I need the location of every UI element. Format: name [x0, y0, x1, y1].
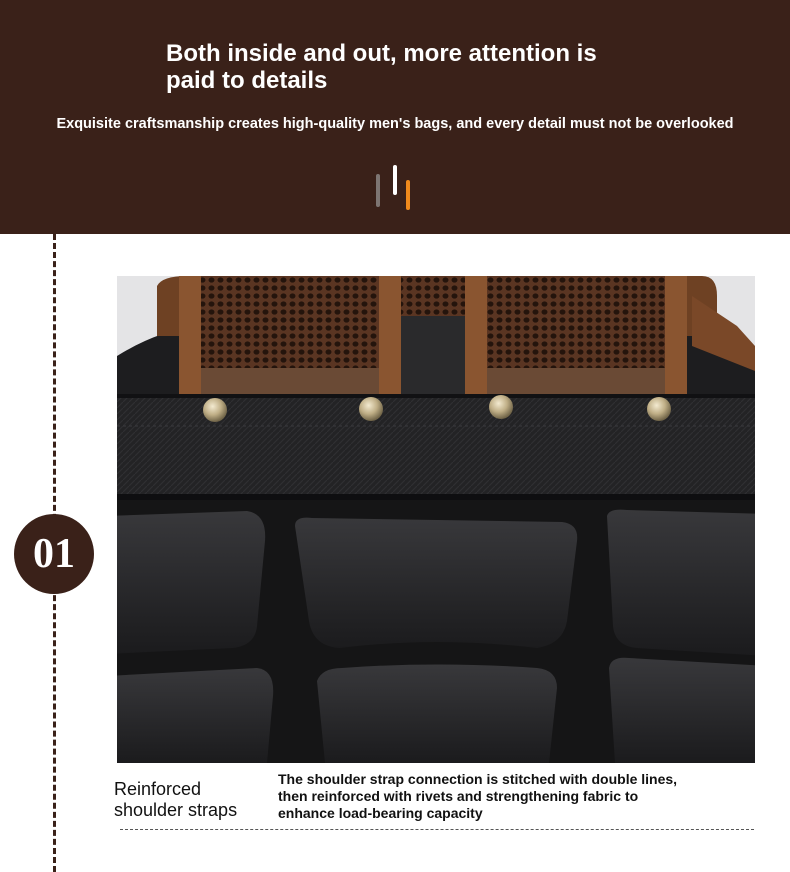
decorative-bar-grey	[376, 174, 380, 207]
feature-description-line-3: enhance load-bearing capacity	[278, 805, 483, 821]
feature-description-line-1: The shoulder strap connection is stitched with double lines,	[278, 771, 678, 787]
header-title-line-2: paid to details	[166, 67, 328, 94]
feature-title-line-2: shoulder straps	[114, 800, 238, 820]
header-title	[166, 40, 606, 94]
decorative-bar-orange	[406, 180, 410, 210]
header-title-line-1: Both inside and out, more attention is	[166, 40, 597, 67]
feature-title	[114, 779, 264, 821]
product-photo-shoulder-straps	[117, 276, 755, 763]
bottom-dashed-rule	[120, 829, 754, 830]
feature-title-line-1: Reinforced	[114, 779, 202, 799]
backpack-back-panel-illustration	[117, 276, 755, 763]
feature-description-line-2: then reinforced with rivets and strengthening fabric to	[278, 788, 639, 804]
feature-number-badge: 01	[14, 514, 94, 594]
header-banner	[0, 0, 790, 234]
decorative-bar-white	[393, 165, 397, 195]
header-subtitle: Exquisite craftsmanship creates high-quality men's bags, and every detail must not be overlooked	[56, 116, 734, 132]
feature-description	[278, 771, 718, 822]
